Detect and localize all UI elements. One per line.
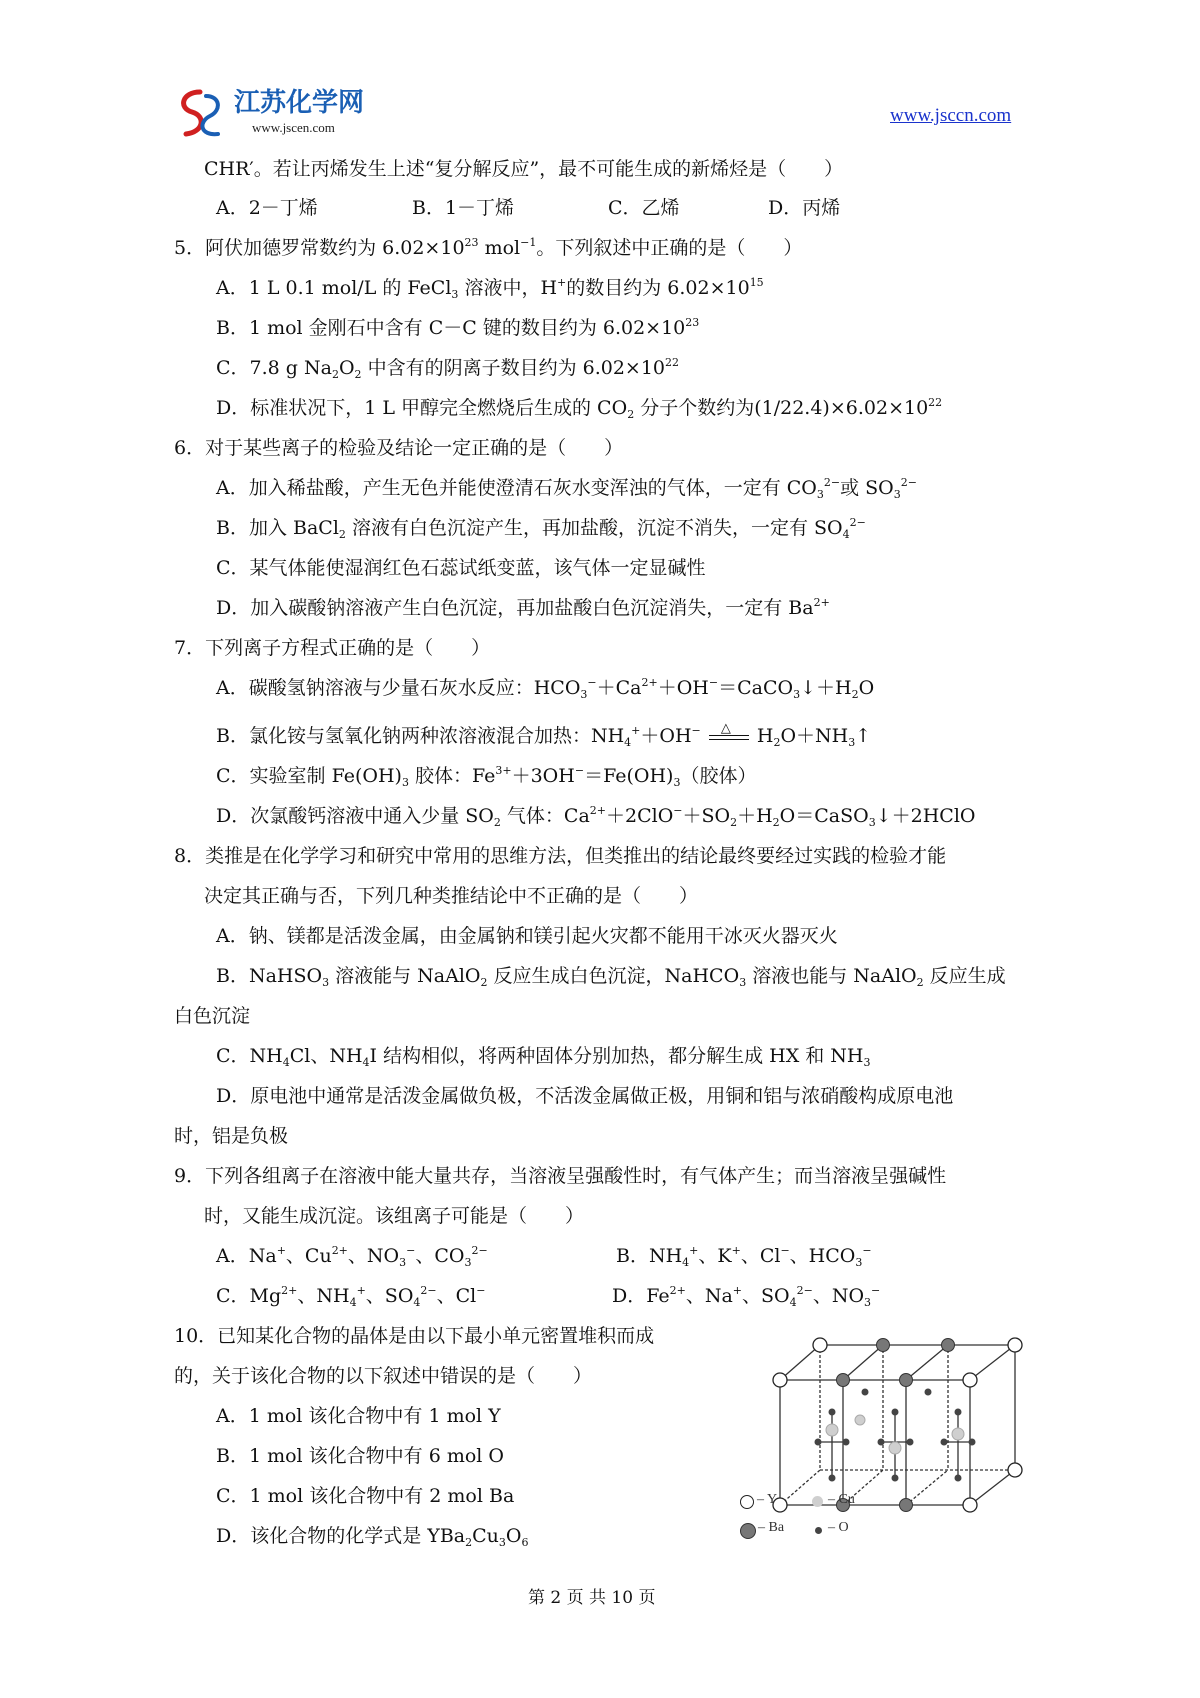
q7-option-d: D．次氯酸钙溶液中通入少量 $SO_2$ 气体：$Ca^{2+}+2ClO^-+SO_2+H_2O=CaSO_3↓+2HClO$ <box>216 804 976 829</box>
legend-ba-marker <box>740 1523 756 1539</box>
q10-option-b: B．1 mol 该化合物中有 6 mol O <box>216 1445 504 1467</box>
q6-option-a: A．加入稀盐酸，产生无色并能使澄清石灰水变浑浊的气体，一定有 $CO_3^{2-}$或 $SO_3^{2-}$ <box>216 476 917 501</box>
q9-option-a: A．Na+、$Cu^{2+}$、$NO_3^-$、$CO_3^{2-}$ <box>216 1244 488 1269</box>
q8-option-d-line2: 时，铝是负极 <box>174 1125 289 1147</box>
q8-option-b-line2: 白色沉淀 <box>174 1005 251 1027</box>
legend-o-label: – O <box>828 1520 849 1535</box>
q4-option-b: B．1－丁烯 <box>412 197 515 219</box>
legend-o-marker <box>815 1527 822 1534</box>
q8-option-b: B．NaHSO$_3$ 溶液能与 NaAlO$_2$ 反应生成白色沉淀，NaHCO$_3$ 溶液也能与 NaAlO$_2$ 反应生成 <box>216 965 1006 989</box>
q9-option-b: B．$NH_4^+$、K+、Cl−、$HCO_3^-$ <box>616 1244 872 1269</box>
q9-option-d: D．$Fe^{2+}$、Na+、$SO_4^{2-}$、$NO_3^-$ <box>612 1284 881 1309</box>
legend-y-marker <box>740 1495 754 1509</box>
q10-stem-line2: 的，关于该化合物的以下叙述中错误的是（ ） <box>174 1365 593 1387</box>
q7-option-c: C．实验室制 $Fe(OH)_3$ 胶体：$Fe^{3+}+3OH^-=Fe(OH)_3$（胶体） <box>216 764 757 789</box>
q8-option-d: D．原电池中通常是活泼金属做负极，不活泼金属做正极，用铜和铝与浓硝酸构成原电池 <box>216 1085 954 1107</box>
q10-option-d: D．该化合物的化学式是 $YBa_2Cu_3O_6$ <box>216 1525 529 1549</box>
legend-ba-label: – Ba <box>758 1520 785 1535</box>
q5-option-d: D．标准状况下，1 L 甲醇完全燃烧后生成的 $CO_2$ 分子个数约为$(1/22.4)\times 6.02\times 10^{22}$ <box>216 396 943 421</box>
q6-option-c: C．某气体能使湿润红色石蕊试纸变蓝，该气体一定显碱性 <box>216 557 706 579</box>
q6-stem: 6．对于某些离子的检验及结论一定正确的是（ ） <box>174 437 624 459</box>
crystal-legend <box>740 1490 920 1550</box>
q8-option-a: A．钠、镁都是活泼金属，由金属钠和镁引起火灾都不能用干冰灭火器灭火 <box>216 925 838 947</box>
q10-option-c: C．1 mol 该化合物中有 2 mol Ba <box>216 1485 515 1507</box>
q5-option-c: C．7.8 g $Na_2O_2$ 中含有的阴离子数目约为 $6.02\times 10^{22}$ <box>216 356 680 381</box>
q10-option-a: A．1 mol 该化合物中有 1 mol Y <box>216 1405 501 1427</box>
q5-option-b: B．1 mol 金刚石中含有 C－C 键的数目约为 $6.02\times 10^{23}$ <box>216 316 700 339</box>
q5-option-a: A．1 L 0.1 mol/L 的 FeCl$_3$ 溶液中，H+的数目约为 $6.02\times 10^{15}$ <box>216 276 764 301</box>
q7-option-b: B．氯化铵与氢氧化钠两种浓溶液混合加热：$NH_4^++OH^-$ △ $H_2O+NH_3↑$ <box>216 724 871 748</box>
q6-option-d: D．加入碳酸钠溶液产生白色沉淀，再加盐酸白色沉淀消失，一定有 $Ba^{2+}$ <box>216 596 830 619</box>
q4-continuation: CHR′。若让丙烯发生上述“复分解反应”，最不可能生成的新烯烃是（ ） <box>204 158 844 180</box>
heat-condition-label: △ <box>720 721 731 736</box>
q7-option-a: A．碳酸氢钠溶液与少量石灰水反应：$HCO_3^-+Ca^{2+}+OH^-=CaCO_3↓+H_2O$ <box>216 676 875 701</box>
q9-stem-line1: 9．下列各组离子在溶液中能大量共存，当溶液呈强酸性时，有气体产生；而当溶液呈强碱性 <box>174 1165 947 1187</box>
q5-stem: 5．阿伏加德罗常数约为 $6.02\times 10^{23}$ mol$^{-1}$。下列叙述中正确的是（ ） <box>174 236 803 259</box>
logo-name: 江苏化学网 <box>234 88 365 118</box>
q8-stem-line1: 8．类推是在化学学习和研究中常用的思维方法，但类推出的结论最终要经过实践的检验才能 <box>174 845 947 867</box>
q9-stem-line2: 时，又能生成沉淀。该组离子可能是（ ） <box>204 1205 585 1227</box>
q4-option-d: D．丙烯 <box>768 197 841 219</box>
q4-option-a: A．2－丁烯 <box>216 197 318 219</box>
legend-y-label: – Y <box>757 1492 778 1507</box>
legend-cu-marker <box>812 1496 823 1507</box>
legend-cu-label: – Cu <box>828 1492 855 1507</box>
q4-option-c: C．乙烯 <box>608 197 680 219</box>
q10-stem-line1: 10．已知某化合物的晶体是由以下最小单元密置堆积而成 <box>174 1325 655 1347</box>
q7-stem: 7．下列离子方程式正确的是（ ） <box>174 637 491 659</box>
page-footer: 第 2 页 共 10 页 <box>528 1588 656 1608</box>
q6-option-b: B．加入 BaCl$_2$ 溶液有白色沉淀产生，再加盐酸，沉淀不消失，一定有 $SO_4^{2-}$ <box>216 516 866 541</box>
swirl-logo-icon <box>170 82 240 142</box>
logo-url: www.jscen.com <box>252 120 335 135</box>
q8-option-c: C．$NH_4Cl$、$NH_4I$ 结构相似，将两种固体分别加热，都分解生成 HX 和 $NH_3$ <box>216 1045 871 1069</box>
site-link[interactable]: www.jsccn.com <box>890 105 1012 126</box>
q8-stem-line2: 决定其正确与否，下列几种类推结论中不正确的是（ ） <box>204 885 699 907</box>
site-logo <box>170 82 400 142</box>
q9-option-c: C．$Mg^{2+}$、$NH_4^+$、$SO_4^{2-}$、Cl− <box>216 1284 486 1309</box>
heat-equals-sign <box>707 721 751 745</box>
